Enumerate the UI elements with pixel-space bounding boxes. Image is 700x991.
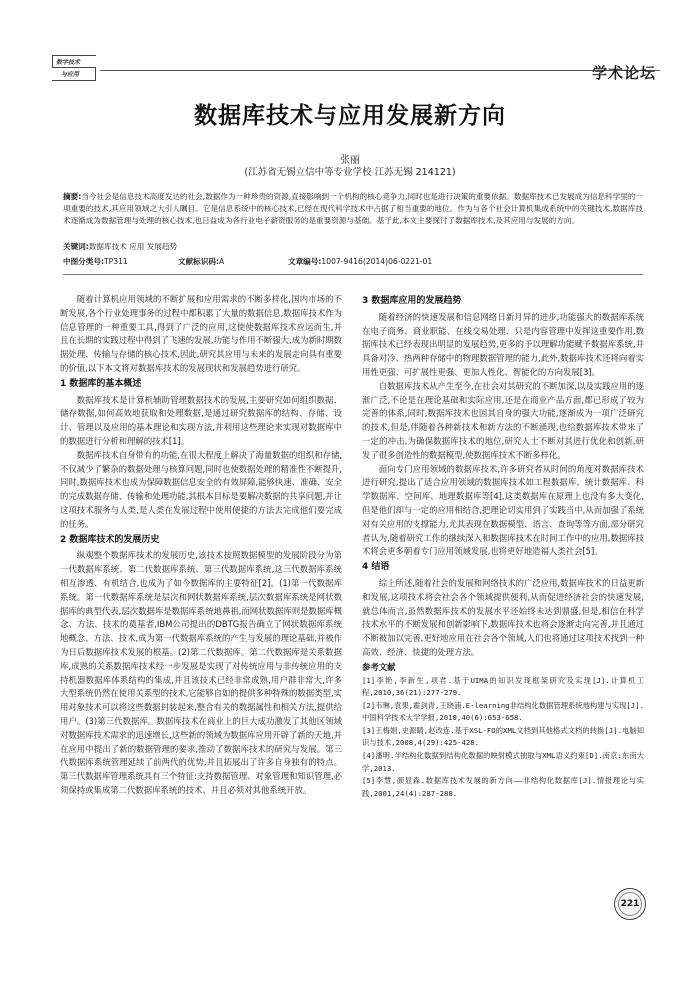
right-column (362, 293, 644, 800)
section-4-heading: 4 结语 (362, 562, 390, 573)
reference-item: [5]李慧,颜显森.数据库技术发展的新方向——非结构化数据库[J].情报理论与实践,2001,24(4):287-288. (362, 776, 644, 798)
article-number (288, 256, 432, 267)
clc-label: 中图分类号: (63, 257, 105, 266)
journal-logo-line2: 与应用 (61, 71, 80, 78)
clc-number (63, 256, 128, 267)
article-no-label: 文章编号: (288, 257, 322, 266)
abstract-label: 摘要: (63, 192, 82, 201)
page-number-badge (614, 888, 646, 920)
keywords (63, 241, 643, 252)
document-code (178, 256, 224, 267)
section-1-heading: 1 数据库的基本概述 (60, 378, 142, 389)
section-tag: 学术论坛 (591, 64, 656, 82)
references-heading: 参考文献 (362, 661, 396, 672)
reference-item: [4]潘明.半结构化数据到结构化数据的映射模式抽取与XML语义约束[D].南京:东南大学,2013. (362, 751, 644, 773)
abstract-rule (63, 274, 643, 275)
header-rule (100, 70, 660, 71)
section-3-paragraph-1: 随着经济的快速发展和信息网络日新月异的进步,功能强大的数据库系统在电子商务、商业职能、在线交易处理、只是内容管理中发挥这重要作用,数据库技术已经表现出明显的发展趋势,更多的予以理解功能赋予数据库系统,并具备对冷、热两种存储中的物理数据管理的能力,此外,数据库技术还将向着实用性更强、可扩展性更强、更加人性化、智能化的方向发展[3]。 (362, 311, 644, 377)
doc-code-label: 文献标识码: (178, 257, 220, 266)
journal-logo-line1: 数字技术 (56, 59, 81, 66)
section-1-paragraph-1: 数据库技术是计算机辅助管理数据技术的发展,主要研究如何组织数据、储存数据,如何高效地获取和处理数据,是通过研究数据库的结构、存储、设计、管理以及应用的基本理论和实现方法,并利用这些理论来实现对数据库中的数据进行分析和理解的技术[1]。 (60, 394, 342, 446)
keywords-text: 数据库技术 应用 发展趋势 (88, 242, 178, 251)
journal-logo (52, 55, 96, 81)
section-2-paragraph-1: 纵观整个数据库技术的发展历史,该技术按照数据模型的发展阶段分为第一代数据库系统、第二代数据库系统、第三代数据库系统,这三代数据库系统相互渗透、有机结合,也成为了如今数据库的主要特征[2]。(1)第一代数据库系统。第一代数据库系统是层次和网状数据库系统,层次数据库系统是网状数据库的典型代表,层次数据库是数据库系统地鼻祖,而网状数据库则是数据库概念、方法、技术的奠基者,IBM公司提出的DBTG报告确立了网状数据库系统地概念、方法、技术,成为第一代数据库系统的产生与发展的理论基础,并被作为日后数据库技术发展的根基。(2)第二代数据库。第二代数据库是关系数据库,成熟的关系数据库技术经一步发展是实现了对传统应用与非传统应用的支持机器数据库体系结构的集成,并且该技术已经非常成熟,用户群非常大,许多大型系统仍然在使用关系型的技术,它能够自如的提供多种特殊的数据类型,实用对象技术可以将这些数据封装起来,整合有关的数据属性和相关方法,提供给用户。(3)第三代数据库。数据库技术在商业上的巨大成功激发了其他区领域对数据库技术需求的迅速增长,这些新的领域为数据库应用开辟了新的天地,并在应用中提出了新的数据管理的要求,推动了数据库技术的研究与发展。第三代数据库系统管理延续了前两代的优势,并且拓展出了许多自身独有的特点。第三代数据库管理系统具有三个特征:支持数据管理、对象管理和知识管理,必须保持或集成第二代数据库系统的技术、并且必须对其他系统开放。 (60, 550, 342, 795)
section-4-paragraph-1: 综上所述,随着社会的发展和网络技术的广泛应用,数据库技术的日益更新和发展,这项技术将会社会各个领域提供便利,从而促进经济社会的快速发展,就总体而言,虽然数据库技术的发展水平还始终未达到鼎盛,但是,相信在科学技术水平的不断发展和创新影响下,数据库技术也将会逐渐走向完善,并且通过不断被加以完善,更好地应用在社会各个领域,人们也将通过这项技术找到一种高效、经济、快捷的处理方法。 (362, 577, 644, 657)
section-3-paragraph-2: 自数据库技术从产生至今,在社会对其研究的不断加深,以及实践应用的逐渐广泛,不论是在理论基础和实际应用,还是在商业产品方面,都已形成了较为完善的体系,同时,数据库技术也因其自身的强大功能,逐渐成为一项广泛研究的技术,但是,伴随着各种新技术和新方法的不断涌现,也给数据库技术带来了一定的冲击,为确保数据库技术的地位,研究人士不断对其进行优化和创新,研发了很多创造性的数据模型,使数据库技术不断多样化。 (362, 380, 644, 460)
section-2-heading: 2 数据库技术的发展历史 (60, 534, 160, 545)
abstract-text: 当今社会是信息技术高度发达的社会,数据作为一种珍贵的资源,直接影响到一个机构的核心竞争力,同时也是进行决策的重要依据。数据库技术已发展成为信息科学里的一项重要的技术,其应用领域之大引人瞩目。它是信息系统中的核心技术,已经在现代科学技术中占据了相当重要的地位。作为与各个社会计算机集成系统中的关键技术,数据库技术逐渐成为数据管理与处理的核心技术,也日益成为各行业电子薪资服务的是重要资源与基础。基于此,本文主要探讨了数据库技术,及其应用与发展的方向。 (63, 192, 643, 226)
keywords-label: 关键词: (63, 242, 89, 251)
reference-item: [3]王梅娟,史源睛,赵改连.基于XSL-FO的XML文档到其他格式文档的转换[J].电脑知识与技术,2008,4(29):425-428. (362, 725, 644, 748)
section-3-heading: 3 数据库应用的发展趋势 (362, 296, 462, 306)
reference-item: [1]李艳,李新生,项君.基于UIMA的知识发现框架研究及实现[J].计算机工程,2010,36(21):277-279. (362, 675, 644, 698)
abstract (63, 191, 643, 228)
affiliation: (江苏省无锡立信中等专业学校 江苏无锡 214121) (244, 167, 456, 178)
section-3-paragraph-3: 面向专门应用领域的数据库技术,许多研究者从时间的角度对数据库技术进行研究,提出了适合应用领域的数据库技术如工程数据库、统计数据库、科学数据库、空间库、地理数据库等[4],这类数据库在原理上也没有多大变化,但是他们却与一定的应用相结合,把理论切实用到了实践当中,从而加强了系统对有关应用的支撑能力,尤其表现在数据模型、语言、查询等等方面,部分研究者认为,随着研究工作的继续深入和数据库技术在时间工作中的应用,数据库技术将会更多朝着专门应用领域发展,也将更好地造福人类社会[5]。 (362, 463, 644, 557)
intro-paragraph: 随着计算机应用领域的不断扩展和应用需求的不断多样化,国内市场的不断发展,各个行业处理事务的过程中都积累了大量的数据信息,数据库技术作为信息管理的一种重要工具,得到了广泛的应用,这使使数据库技术应运而生,并且在长期的实践过程中得到了飞速的发展,功能与作用不断强大,成为新时期数据处理、传输与存储的核心技术,因此,研究其应用与未来的发展走向具有重要的价值,以下本文将对数据库技术的发展现状和发展趋势进行研究。 (60, 294, 342, 373)
reference-item: [2]韦琳,袁果,霍剑青,王晓浦.E-learning非结构化数据管理系统地构建与实现[J].中国科学技术大学学报,2010,40(6):653-658. (362, 700, 644, 723)
page-number: 221 (620, 899, 640, 909)
clc-value: TP311 (104, 257, 128, 266)
doc-code-value: A (219, 257, 225, 266)
article-title: 数据库技术与应用发展新方向 (194, 102, 506, 129)
author: 张丽 (340, 155, 360, 166)
left-column (60, 293, 342, 798)
article-no-value: 1007-9416(2014)06-0221-01 (321, 257, 433, 266)
section-1-paragraph-2: 数据库技术自身带有的功能,在很大程度上解决了海量数据的组织和存储,不仅减少了繁杂的数据处理与核算问题,同时也使数据处理的精准性不断提升,同时,数据库技术也成为保障数据信息安全的有效屏障,能够快速、准确、安全的完成数据存储、传输和处理功能,其根本目标是要解决数据的共享问题,并让这项技术服务与人类,是人类在发展过程中使用便捷的方法去完成他们要完成的任务。 (60, 449, 342, 529)
